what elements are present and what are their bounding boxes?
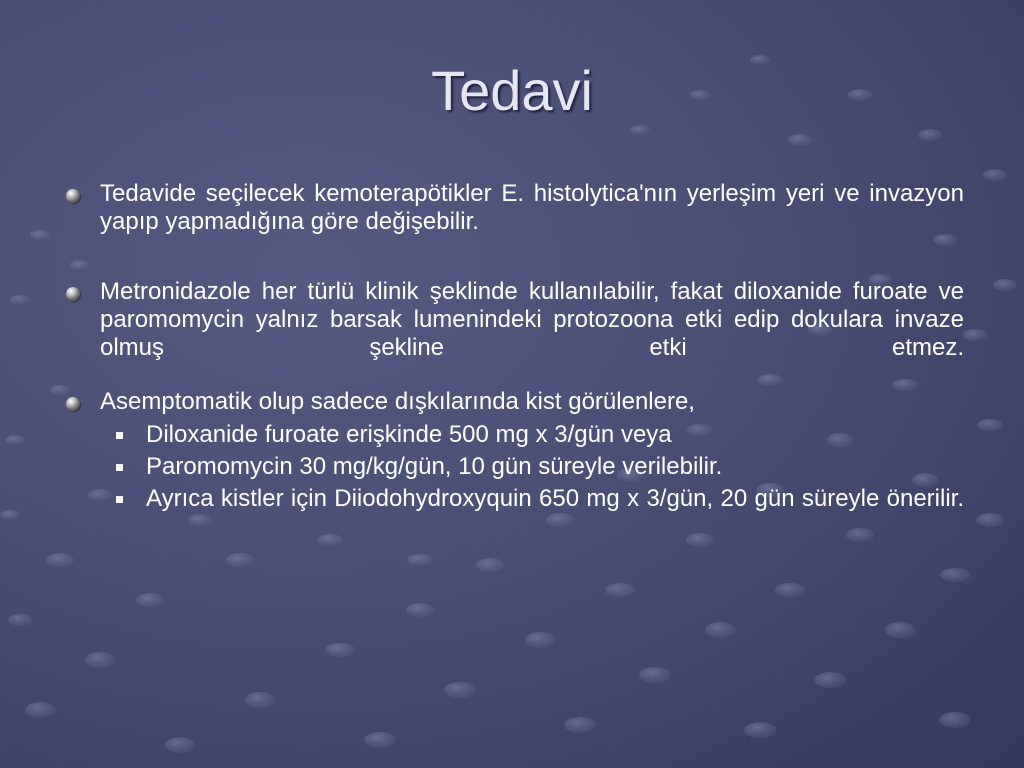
bullet-item	[62, 388, 964, 416]
bullet-item	[62, 278, 964, 362]
slide-title: Tedavi	[431, 59, 593, 122]
sub-bullet-text: Diloxanide furoate erişkinde 500 mg x 3/gün veya	[146, 421, 672, 448]
square-bullet-icon	[116, 432, 123, 439]
square-bullet-icon	[116, 496, 123, 503]
bullet-text: Asemptomatik olup sadece dışkılarında kist görülenlere,	[100, 388, 695, 415]
sphere-bullet-icon	[66, 397, 80, 411]
slide-content	[62, 180, 964, 518]
sub-bullet-text: Paromomycin 30 mg/kg/gün, 10 gün süreyle verilebilir.	[146, 453, 723, 480]
sub-bullet-item	[62, 422, 964, 448]
sub-bullet-item	[62, 486, 964, 512]
square-bullet-icon	[116, 464, 123, 471]
sphere-bullet-icon	[66, 189, 80, 203]
sub-bullet-item	[62, 454, 964, 480]
sphere-bullet-icon	[66, 287, 80, 301]
bullet-item	[62, 180, 964, 236]
sub-bullet-text: Ayrıca kistler için Diiodohydroxyquin 650 mg x 3/gün, 20 gün süreyle önerilir.	[146, 485, 964, 512]
bullet-text: Metronidazole her türlü klinik şeklinde kullanılabilir, fakat diloxanide furoate ve paromomycin yalnız barsak lumenindeki protozoona etki edip dokulara invaze olmuş şekline etki etmez.	[100, 278, 964, 361]
bullet-text: Tedavide seçilecek kemoterapötikler E. histolytica'nın yerleşim yeri ve invazyon yapıp yapmadığına göre değişebilir.	[100, 180, 964, 235]
